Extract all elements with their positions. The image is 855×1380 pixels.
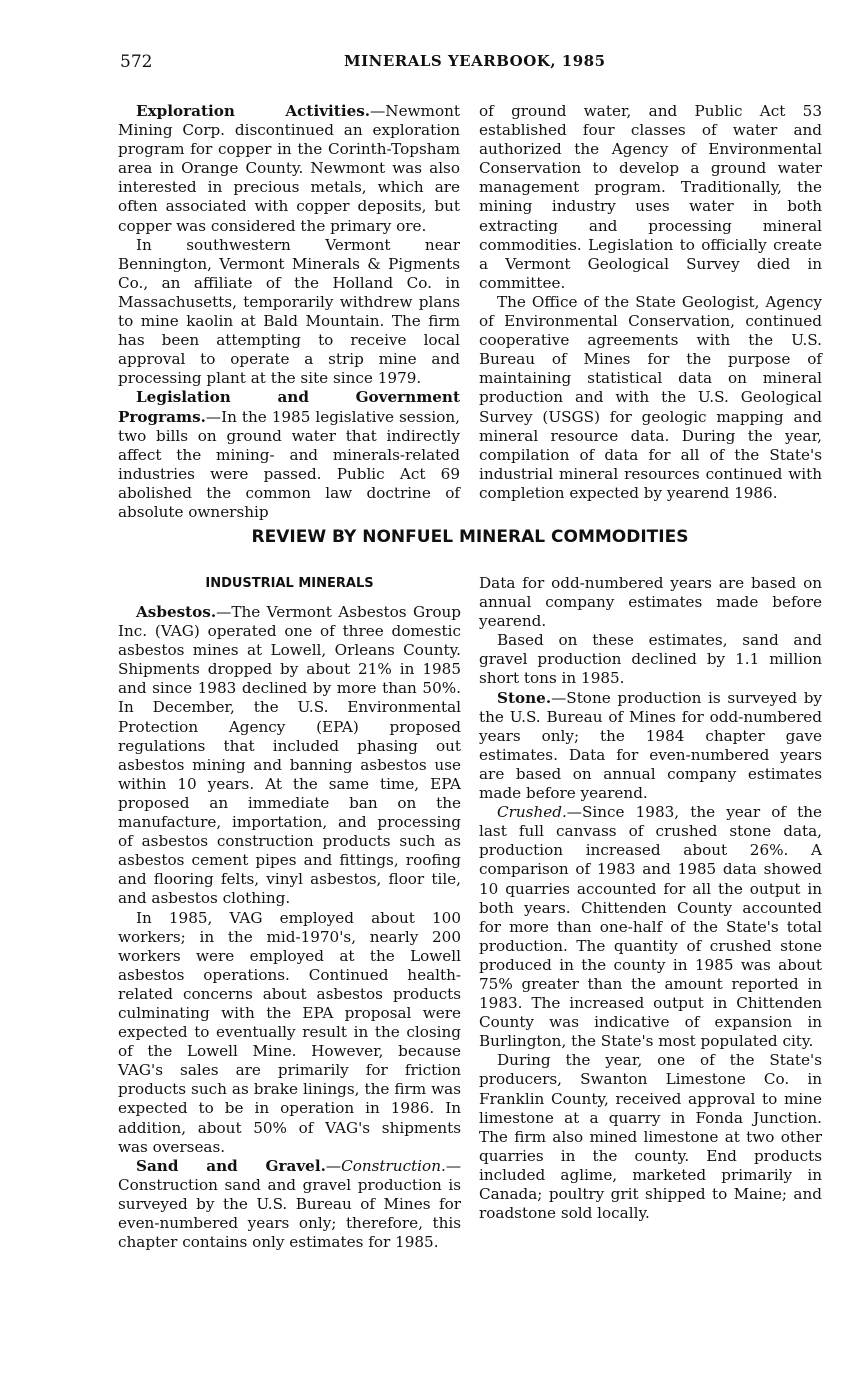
- paragraph-stone: [479, 689, 822, 804]
- paragraph-text: —In the 1985 legislative session, two bills on ground water that indirectly affect the mining- and minerals-related industries were passed. Public Act 69 abolished the common law doctrine of absolute ownership: [118, 407, 460, 521]
- paragraph-text: —Since 1983, the year of the last full canvass of crushed stone data, production increased about 26%. A comparison of 1983 and 1985 data showed 10 quarries accounted for all the output in both years. Chittenden County accounted for more than one-half of the State's total production. The quantity of crushed stone produced in the county in 1985 was about 75% greater than the amount reported in 1983. The increased output in Chittenden County was indicative of expansion in Burlington, the State's most populated city.: [479, 803, 822, 1051]
- sub-heading: INDUSTRIAL MINERALS: [205, 576, 374, 591]
- paragraph-ground-water: [479, 102, 822, 293]
- run-in-heading: Exploration Activities.: [136, 102, 371, 120]
- paragraph-text: During the year, one of the State's producers, Swanton Limestone Co. in Franklin County, received approval to mine limestone at a quarry in Fonda Junction. The firm also mined limestone at two other quarries in the county. End products included aglime, marketed primarily in Canada; poultry grit shipped to Maine; and roadstone sold locally.: [479, 1051, 822, 1223]
- paragraph-legislation: [118, 388, 460, 522]
- paragraph-exploration: [118, 102, 460, 236]
- paragraph-sand-gravel: [118, 1157, 461, 1252]
- italic-subheading: —Construction.: [325, 1156, 446, 1175]
- paragraph-state-geologist: [479, 293, 822, 503]
- paragraph-text: Based on these estimates, sand and gravel production declined by 1.1 million short tons in 1985.: [479, 631, 822, 688]
- paragraph-swanton: [479, 1051, 822, 1223]
- sub-heading-wrap: [118, 576, 461, 602]
- top-right-column: [479, 102, 822, 503]
- page-header: [120, 52, 820, 78]
- running-title: MINERALS YEARBOOK, 1985: [344, 52, 606, 70]
- paragraph-odd-years: [479, 574, 822, 631]
- paragraph-bennington: [118, 236, 460, 389]
- paragraph-estimates: [479, 631, 822, 688]
- run-in-heading: Legislation and Government Programs.: [118, 388, 460, 426]
- run-in-heading: Asbestos.: [136, 603, 217, 621]
- top-left-column: [118, 102, 460, 522]
- bottom-left-column: [118, 603, 461, 1252]
- page-number: 572: [120, 52, 153, 72]
- paragraph-text: of ground water, and Public Act 53 established four classes of water and authorized the Agency of Environmental Conservation to develop a ground water management program. Traditionally, the mining industry uses water in both extracting and processing mineral commodities. Legislation to officially create a Vermont Geological Survey died in committee.: [479, 102, 822, 292]
- paragraph-crushed: [479, 803, 822, 1051]
- section-heading: REVIEW BY NONFUEL MINERAL COMMODITIES: [251, 527, 689, 547]
- paragraph-text: —The Vermont Asbestos Group Inc. (VAG) operated one of three domestic asbestos mines at Lowell, Orleans County. Shipments dropped by about 21% in 1985 and since 1983 declined by more than 50%. In December, the U.S. Environmental Protection Agency (EPA) proposed regulations that included phasing out asbestos mining and banning asbestos use within 10 years. At the same time, EPA proposed an immediate ban on the manufacture, importation, and processing of asbestos construction products such as asbestos cement pipes and fittings, roofing and flooring felts, vinyl asbestos, floor tile, and asbestos clothing.: [118, 603, 461, 908]
- bottom-right-column: [479, 574, 822, 1223]
- paragraph-text: —Construction sand and gravel production is surveyed by the U.S. Bureau of Mines for even-numbered years only; therefore, this chapter contains only estimates for 1985.: [118, 1156, 461, 1252]
- run-in-heading: Stone.: [497, 688, 552, 707]
- paragraph-asbestos: [118, 603, 461, 909]
- paragraph-text: In southwestern Vermont near Bennington, Vermont Minerals & Pigments Co., an affiliate of the Holland Co. in Massachusetts, temporarily withdrew plans to mine kaolin at Bald Mountain. The firm has been attempting to receive local approval to operate a strip mine and processing plant at the site since 1979.: [118, 235, 460, 388]
- paragraph-text: Data for odd-numbered years are based on annual company estimates made before yearend.: [479, 574, 822, 631]
- paragraph-vag-employment: [118, 909, 461, 1157]
- italic-subheading: Crushed.: [497, 803, 567, 822]
- paragraph-text: The Office of the State Geologist, Agency of Environmental Conservation, continued cooperative agreements with the U.S. Bureau of Mines for the purpose of maintaining statistical data on mineral production and with the U.S. Geological Survey (USGS) for geologic mapping and mineral resource data. During the year, compilation of data for all of the State's industrial mineral resources continued with completion expected by yearend 1986.: [479, 292, 822, 502]
- paragraph-text: In 1985, VAG employed about 100 workers; in the mid-1970's, nearly 200 workers were employed at the Lowell asbestos operations. Continued health-related concerns about asbestos products culminating with the EPA proposal were expected to eventually result in the closing of the Lowell Mine. However, because VAG's sales are primarily for friction products such as brake linings, the firm was expected to be in operation in 1986. In addition, about 50% of VAG's shipments was overseas.: [118, 908, 461, 1156]
- paragraph-text: —Stone production is surveyed by the U.S. Bureau of Mines for odd-numbered years only; the 1984 chapter gave estimates. Data for even-numbered years are based on annual company estimates made before yearend.: [479, 688, 822, 803]
- run-in-heading: Sand and Gravel.: [136, 1156, 326, 1175]
- paragraph-text: —Newmont Mining Corp. discontinued an exploration program for copper in the Corinth-Topsham area in Orange County. Newmont was also interested in precious metals, which are often associated with copper deposits, but copper was considered the primary ore.: [118, 102, 460, 235]
